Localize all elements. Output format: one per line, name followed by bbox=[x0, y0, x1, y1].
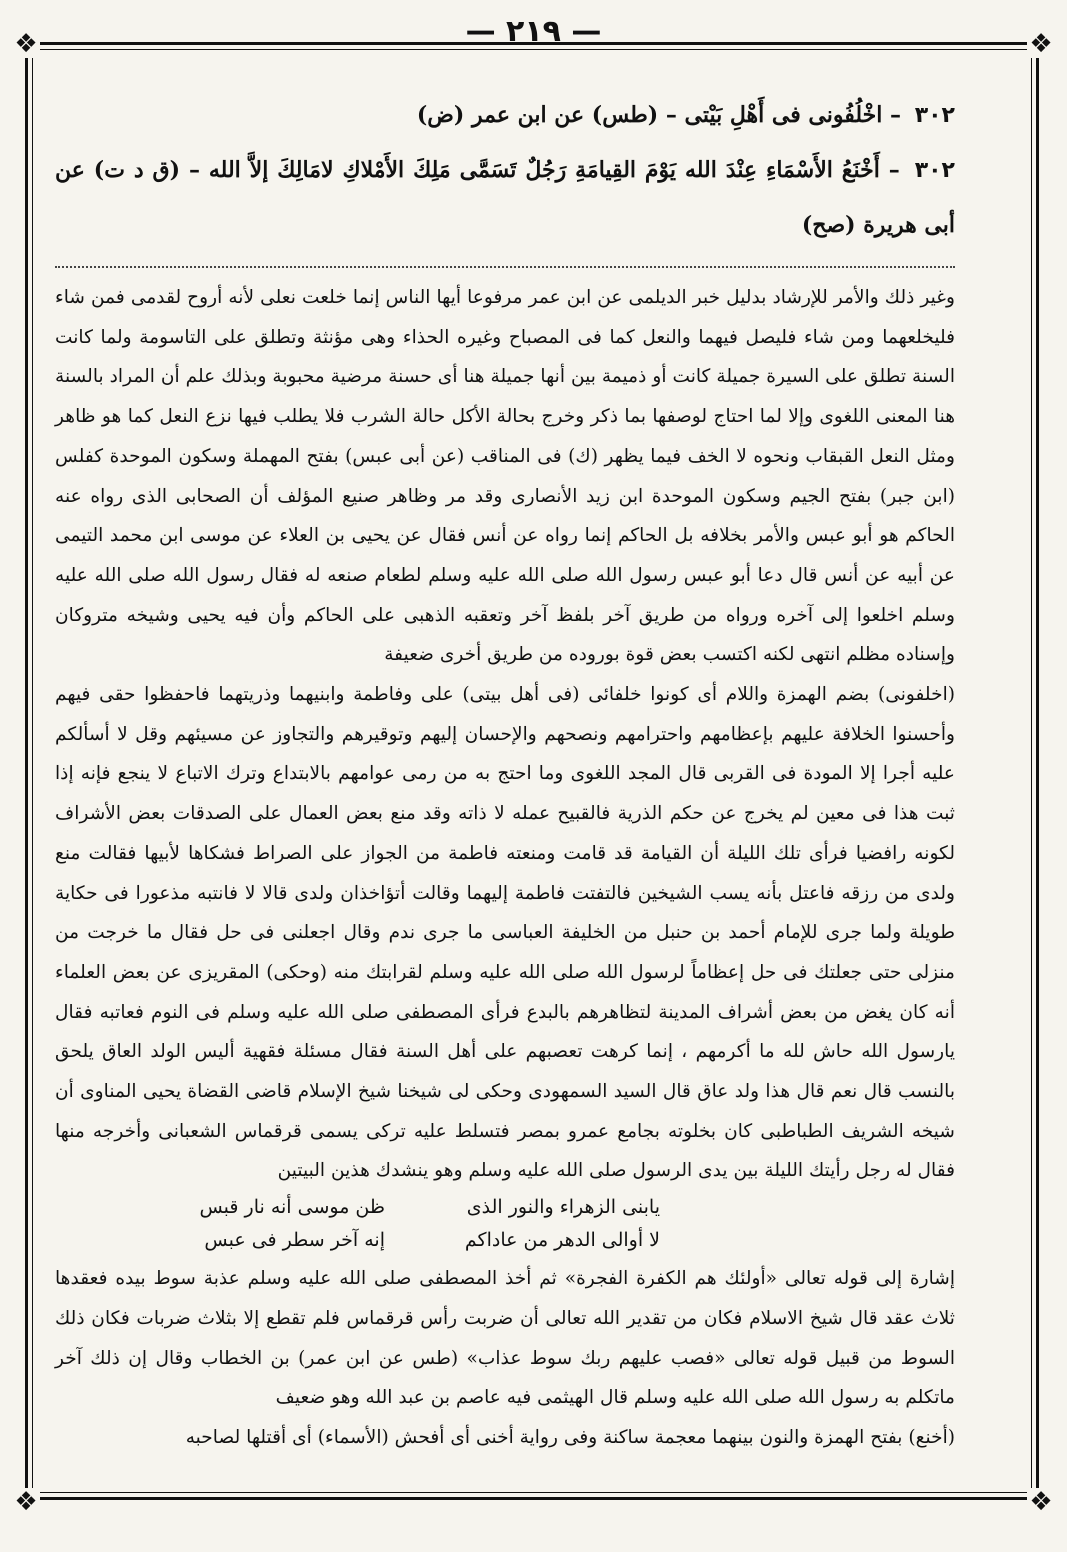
verse-first-half: يابنى الزهراء والنور الذى bbox=[466, 1196, 660, 1219]
hadith-number: ٣٠٢ bbox=[914, 103, 955, 128]
commentary-paragraph: وغير ذلك والأمر للإرشاد بدليل خبر الديلمى عن ابن عمر مرفوعا أيها الناس إنما خلعت نعلى لأنه أروح لقدمى فمن شاء فليخلعهما ومن شاء فليصل فيهما والنعل كما فى المصباح وغيره الحذاء وهى مؤنثة وتطلق على التاسومة ولما كانت السنة تطلق على السيرة جميلة كانت أو ذميمة بين أنها جميلة هنا أى حسنة مرضية محبوبة وبذلك علم أن المراد بالسنة هنا المعنى اللغوى وإلا لما احتاج لوصفها بما ذكر وخرج بحالة الأكل حالة الشرب فلا يطلب فيها نزع النعل كما هو ظاهر ومثل النعل القبقاب ونحوه لا الخف فيما يظهر (ك) فى المناقب (عن أبى عبس) بفتح المهملة وسكون الموحدة كفلس (ابن جبر) بفتح الجيم وسكون الموحدة ابن زيد الأنصارى وقد مر وظاهر صنيع المؤلف أن الصحابى الذى رواه عنه الحاكم هو أبو عبس والأمر بخلافه بل الحاكم إنما رواه عن أنس فقال عن يحيى بن العلاء عن موسى ابن محمد التيمى عن أبيه عن أنس قال دعا أبو عبس رسول الله صلى الله عليه وسلم لطعام صنعه له فقال رسول الله صلى الله عليه وسلم اخلعوا إلى آخره ورواه من طريق آخر بلفظ آخر وتعقبه الذهبى على الحاكم وأن فيه يحيى وشيخه متروكان وإسناده مظلم انتهى لكنه اكتسب بعض قوة بوروده من طريق أخرى ضعيفة bbox=[55, 287, 955, 666]
corner-ornament-icon: ❖ bbox=[12, 30, 40, 58]
commentary-paragraph: (أخنع) بفتح الهمزة والنون بينهما معجمة ساكنة وفى رواية أخنى أى أفحش (الأسماء) أى أقتلها لصاحبه bbox=[185, 1426, 955, 1448]
hadith-entry bbox=[55, 88, 955, 143]
verse-second-half: إنه آخر سطر فى عبس bbox=[204, 1229, 385, 1252]
hadith-entry bbox=[55, 143, 955, 252]
hadith-number: ٣٠٢ bbox=[914, 158, 955, 183]
corner-ornament-icon: ❖ bbox=[12, 1488, 40, 1516]
commentary-paragraph: إشارة إلى قوله تعالى «أولئك هم الكفرة الفجرة» ثم أخذ المصطفى صلى الله عليه وسلم عذبة سوط بيده فعقدها ثلاث عقد قال شيخ الاسلام فكان من تقدير الله تعالى أن ضربت رأس قرقماس فلم تقطع إلا بثلاث ضربات فكان ذلك السوط من قبيل قوله تعالى «فصب عليهم ربك سوط عذاب» (طس عن ابن عمر) بن الخطاب وقال إن ذلك آخر ماتكلم به رسول الله صلى الله عليه وسلم قال الهيثمى فيه عاصم بن عبد الله وهو ضعيف bbox=[55, 1268, 955, 1409]
poetry-verses bbox=[55, 1191, 955, 1257]
hadith-text: – اخْلُفُونى فى أَهْلِ بَيْتى – (طس) عن ابن عمر (ض) bbox=[416, 102, 902, 128]
commentary-paragraph: (اخلفونى) بضم الهمزة واللام أى كونوا خلفائى (فى أهل بيتى) على وفاطمة وابنيهما وذريتهما فاحفظوا حقى فيهم وأحسنوا الخلافة عليهم بإعظامهم واحترامهم ونصحهم والإحسان إليهم وتوقيرهم والتجاوز عن مسيئهم وقل لا أسألكم عليه أجرا إلا المودة فى القربى قال المجد اللغوى وما احتج به من رمى عوامهم بالابتداع وترك الاتباع لا ينجع فإنه إذا ثبت هذا فى معين لم يخرج عن حكم الذرية فالقبيح عمله لا ذاته وقد منع بعض العمال على الصدقات بعض الأشراف لكونه رافضيا فرأى تلك الليلة أن القيامة قد قامت ومنعته فاطمة من الجواز على الصراط فشكاها لأبيها فقالت منع ولدى من رزقه فاعتل بأنه يسب الشيخين فالتفتت فاطمة إليهما وقالت أتؤاخذان ولدى قالا لا فانتبه مذعورا فى حكاية طويلة ولما جرى للإمام أحمد بن حنبل من الخليفة العباسى ما جرى ندم وقال اجعلنى فى حل فقال ما خرجت من منزلى حتى جعلتك فى حل إعظاماً لرسول الله صلى الله عليه وسلم لقرابتك منه (وحكى) المقريزى عن بعض العلماء أنه كان يغض من بعض أشراف المدينة لتظاهرهم بالبدع فرأى المصطفى صلى الله عليه وسلم فى النوم فعاتبه فقال يارسول الله حاش لله ما أكرمهم ، إنما كرهت تعصبهم على أهل السنة فقال مسئلة فقهية أليس الولد العاق يلحق بالنسب قال نعم قال هذا ولد عاق قال السيد السمهودى وحكى لى شيخنا شيخ الإسلام قاضى القضاة يحيى المناوى أن شيخه الشريف الطباطبى كان بخلوته بجامع عمرو بمصر فتسلط عليه تركى يسمى قرقماس الشعبانى وأخرجه منها فقال له رجل رأيتك الليلة بين يدى الرسول صلى الله عليه وسلم وهو ينشدك هذين البيتين bbox=[55, 684, 955, 1182]
corner-ornament-icon: ❖ bbox=[1027, 1488, 1055, 1516]
dotted-separator bbox=[55, 266, 955, 268]
hadith-text: – أَخْنَعُ الأَسْمَاءِ عِنْدَ الله يَوْمَ القِيامَةِ رَجُلٌ تَسَمَّى مَلِكَ الأَمْلاكِ لامَالِكَ إلاَّ الله – (ق د ت) عن أبى هريرة (صح) bbox=[55, 157, 955, 238]
verse-second-half: ظن موسى أنه نار قبس bbox=[199, 1196, 385, 1219]
page-number: — ٢١٩ — bbox=[465, 14, 602, 49]
verse-first-half: لا أوالى الدهر من عاداكم bbox=[464, 1229, 660, 1252]
corner-ornament-icon: ❖ bbox=[1027, 30, 1055, 58]
page-content bbox=[55, 88, 955, 1458]
